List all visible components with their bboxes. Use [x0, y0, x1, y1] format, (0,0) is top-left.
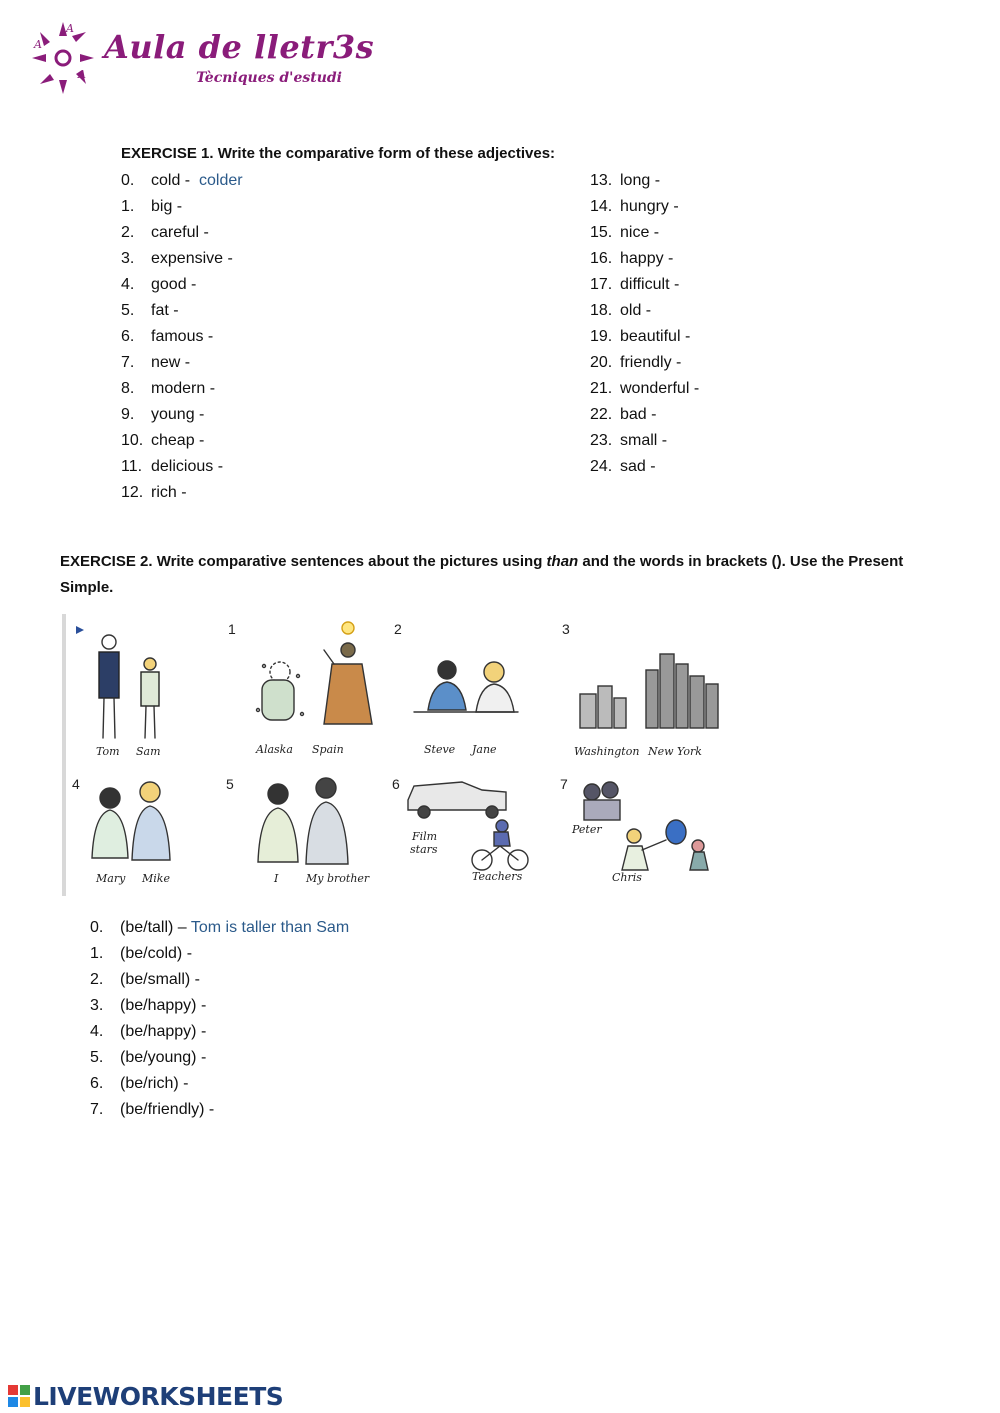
item-number: 23.: [590, 432, 613, 449]
item-word: modern -: [151, 380, 216, 397]
list-item: [121, 324, 243, 350]
item-word: long -: [620, 172, 661, 189]
exercise2-heading-part: EXERCISE 2. Write comparative sentences about the pictures using: [60, 553, 547, 570]
list-item: [121, 376, 243, 402]
logo-subtitle: Tècniques d'estudi: [196, 70, 342, 86]
item-word: fat -: [151, 302, 179, 319]
item-number: 15.: [590, 224, 613, 241]
item-word: bad -: [620, 406, 657, 423]
item-number: 3.: [90, 997, 104, 1014]
label-mary: Mary: [96, 872, 126, 885]
label-chris: Chris: [612, 871, 642, 884]
logo-icon: [30, 18, 96, 94]
item-number: 14.: [590, 198, 613, 215]
list-item: [590, 454, 699, 480]
list-item: [90, 993, 349, 1019]
item-prompt: (be/young) -: [120, 1049, 207, 1066]
exercise1-heading: EXERCISE 1. Write the comparative form of these adjectives:: [121, 145, 556, 162]
figure-peter: [584, 782, 620, 820]
item-word: cheap -: [151, 432, 205, 449]
label-my-brother: My brother: [306, 872, 370, 885]
list-item: [90, 915, 349, 941]
item-number: 12.: [121, 484, 144, 501]
answer-text[interactable]: Tom is taller than Sam: [190, 919, 350, 936]
label-peter: Peter: [572, 823, 602, 836]
list-item: [90, 967, 349, 993]
item-number: 21.: [590, 380, 613, 397]
item-word: delicious -: [151, 458, 224, 475]
item-word: big -: [151, 198, 183, 215]
item-word: happy -: [620, 250, 674, 267]
item-number: 3.: [121, 250, 135, 267]
list-item: [121, 272, 243, 298]
item-word: rich -: [151, 484, 187, 501]
list-item: [121, 428, 243, 454]
list-item: [590, 324, 699, 350]
item-prompt: (be/friendly) -: [120, 1101, 215, 1118]
label-sam: Sam: [136, 745, 161, 758]
label-jane: Jane: [472, 743, 497, 756]
list-item: [590, 298, 699, 324]
svg-text:A: A: [34, 38, 42, 51]
label-washington: Washington: [574, 745, 640, 758]
footer-brand: [8, 1382, 283, 1410]
panel-number: 4: [72, 776, 80, 792]
item-word: good -: [151, 276, 197, 293]
list-item: [590, 376, 699, 402]
list-item: [90, 1045, 349, 1071]
item-number: 5.: [90, 1049, 104, 1066]
item-word: hungry -: [620, 198, 679, 215]
item-word: young -: [151, 406, 205, 423]
label-mike: Mike: [142, 872, 170, 885]
label-alaska: Alaska: [256, 743, 293, 756]
item-number: 24.: [590, 458, 613, 475]
list-item: [590, 246, 699, 272]
list-item: [90, 941, 349, 967]
item-number: 17.: [590, 276, 613, 293]
list-item: [590, 168, 699, 194]
item-number: 20.: [590, 354, 613, 371]
exercise1-right-column: [590, 168, 699, 480]
list-item: [590, 220, 699, 246]
item-prompt: (be/small) -: [120, 971, 201, 988]
item-word: friendly -: [620, 354, 682, 371]
item-prompt: (be/tall) –: [120, 919, 187, 936]
item-number: 2.: [121, 224, 135, 241]
exercise2-list: [90, 915, 349, 1123]
item-word: small -: [620, 432, 668, 449]
item-number: 18.: [590, 302, 613, 319]
item-number: 22.: [590, 406, 613, 423]
list-item: [90, 1097, 349, 1123]
item-number: 16.: [590, 250, 613, 267]
answer-text[interactable]: colder: [199, 172, 243, 189]
footer-brand-text: LIVEWORKSHEETS: [33, 1381, 284, 1411]
exercise2-heading: [60, 549, 940, 601]
item-word: careful -: [151, 224, 209, 241]
label-stars: stars: [410, 843, 438, 856]
item-word: new -: [151, 354, 191, 371]
item-number: 7.: [121, 354, 135, 371]
item-prompt: (be/happy) -: [120, 1023, 207, 1040]
item-word: sad -: [620, 458, 656, 475]
list-item: [121, 350, 243, 376]
list-item: [590, 272, 699, 298]
list-item: [121, 194, 243, 220]
exercise1-left-column: [121, 168, 243, 506]
item-number: 10.: [121, 432, 144, 449]
item-word: cold -: [151, 172, 191, 189]
item-number: 4.: [121, 276, 135, 293]
item-word: famous -: [151, 328, 214, 345]
list-item: [121, 454, 243, 480]
list-item: [121, 168, 243, 194]
label-new-york: New York: [648, 745, 702, 758]
item-number: 1.: [90, 945, 104, 962]
label-i: I: [274, 872, 279, 885]
item-number: 13.: [590, 172, 613, 189]
panel-number: 7: [560, 776, 568, 792]
list-item: [121, 402, 243, 428]
item-number: 5.: [121, 302, 135, 319]
item-word: expensive -: [151, 250, 233, 267]
item-prompt: (be/rich) -: [120, 1075, 189, 1092]
list-item: [590, 194, 699, 220]
list-item: [121, 298, 243, 324]
list-item: [121, 480, 243, 506]
item-number: 7.: [90, 1101, 104, 1118]
list-item: [590, 402, 699, 428]
panel-number: 1: [228, 621, 236, 637]
label-teachers: Teachers: [472, 870, 523, 883]
list-item: [121, 220, 243, 246]
label-film: Film: [412, 830, 438, 843]
item-number: 9.: [121, 406, 135, 423]
comparison-pictures: [62, 614, 722, 896]
item-number: 11.: [121, 458, 143, 475]
panel-number: 6: [392, 776, 400, 792]
item-word: difficult -: [620, 276, 680, 293]
exercise2-heading-emphasis: than: [546, 553, 579, 570]
label-steve: Steve: [424, 743, 456, 756]
logo-title: Aula de lletr3s: [104, 28, 375, 66]
item-word: beautiful -: [620, 328, 691, 345]
item-number: 19.: [590, 328, 613, 345]
svg-text:A: A: [66, 22, 74, 35]
item-word: old -: [620, 302, 652, 319]
label-spain: Spain: [312, 743, 344, 756]
item-number: 8.: [121, 380, 135, 397]
panel-number: 3: [562, 621, 570, 637]
exercise2-heading-part: and the words in brackets (). Use the Present Simple.: [60, 553, 904, 596]
liveworksheets-logo-icon: [8, 1385, 30, 1407]
item-number: 6.: [121, 328, 135, 345]
list-item: [90, 1071, 349, 1097]
item-word: nice -: [620, 224, 660, 241]
item-number: 4.: [90, 1023, 104, 1040]
item-number: 1.: [121, 198, 135, 215]
item-word: wonderful -: [620, 380, 700, 397]
item-number: 0.: [90, 919, 104, 936]
svg-text:A: A: [78, 68, 86, 81]
item-prompt: (be/cold) -: [120, 945, 193, 962]
item-number: 6.: [90, 1075, 104, 1092]
panel-number: 2: [394, 621, 402, 637]
item-number: 0.: [121, 172, 135, 189]
list-item: [90, 1019, 349, 1045]
item-number: 2.: [90, 971, 104, 988]
label-tom: Tom: [96, 745, 120, 758]
item-prompt: (be/happy) -: [120, 997, 207, 1014]
panel-number: 5: [226, 776, 234, 792]
list-item: [590, 350, 699, 376]
list-item: [121, 246, 243, 272]
list-item: [590, 428, 699, 454]
